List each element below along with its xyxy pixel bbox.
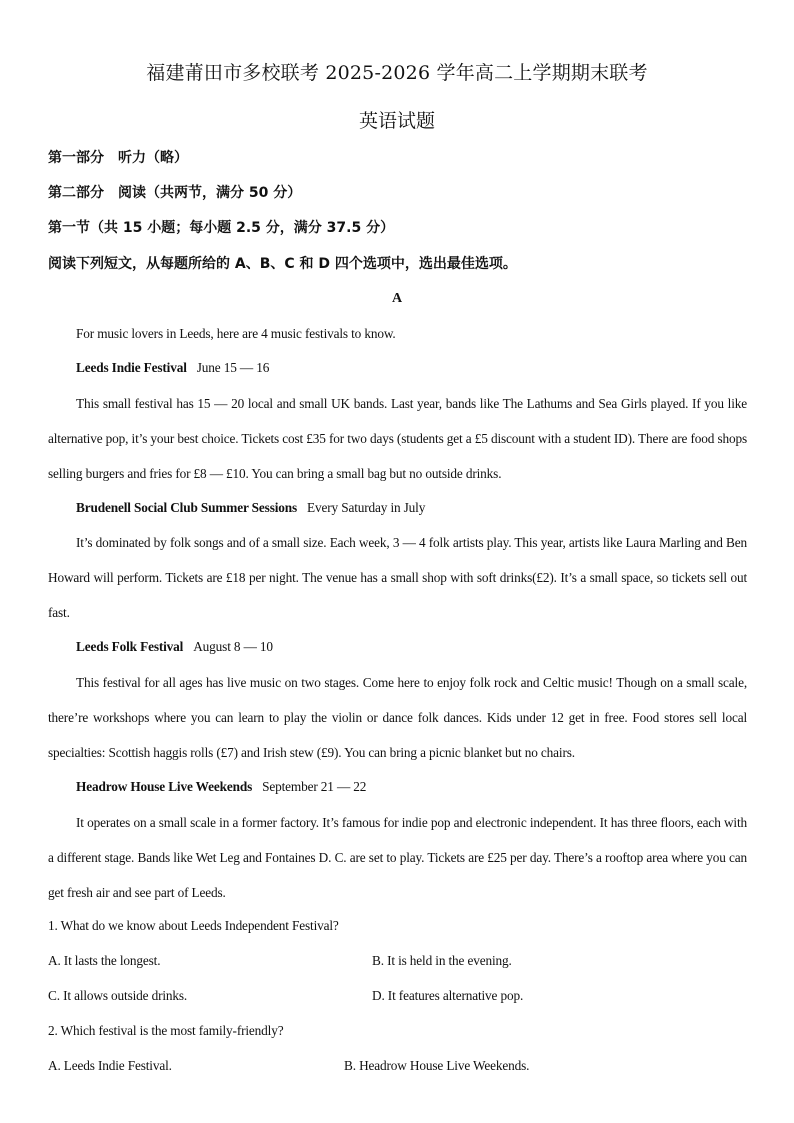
festival-date: August 8 — 10 (193, 639, 273, 654)
festival-description: This festival for all ages has live music on two stages. Come here to enjoy folk rock and Celtic music! Though on a small scale, there’re workshops where you can learn to play the violin or dance folk dances. Kids under 12 get in free. Food stores sell local specialties: Scottish haggis rolls (£7) and Irish stew (£9). You can bring a picnic blanket but no chairs. (48, 675, 747, 760)
festival-heading (76, 498, 425, 518)
question-stem: 1. What do we know about Leeds Independent Festival? (48, 918, 339, 933)
festival-date: June 15 — 16 (196, 360, 270, 375)
festival-heading (76, 358, 269, 378)
exam-title: 福建莆田市多校联考 2025-2026 学年高二上学期期末联考 (146, 62, 648, 84)
option-a[interactable]: A. Leeds Indie Festival. (48, 1058, 172, 1073)
exam-subtitle: 英语试题 (358, 110, 435, 132)
festival-name: Leeds Folk Festival (76, 639, 184, 654)
instruction-text: 阅读下列短文，从每题所给的 A、B、C 和 D 四个选项中，选出最佳选项。 (48, 256, 517, 272)
festival-name: Brudenell Social Club Summer Sessions (76, 500, 298, 515)
option-b[interactable]: B. Headrow House Live Weekends. (344, 1058, 530, 1073)
part1-heading: 第一部分 听力（略） (48, 150, 188, 166)
question-stem: 2. Which festival is the most family-friendly? (48, 1023, 284, 1038)
option-a[interactable]: A. It lasts the longest. (48, 953, 161, 968)
festival-heading (76, 637, 273, 657)
festival-description: It’s dominated by folk songs and of a small size. Each week, 3 — 4 folk artists play. This year, artists like Laura Marling and Ben Howard will perform. Tickets are £18 per night. The venue has a small shop with soft drinks(£2). It’s a small space, so tickets sell out fast. (48, 535, 747, 620)
festival-name: Leeds Indie Festival (76, 360, 187, 375)
option-c[interactable]: C. It allows outside drinks. (48, 988, 188, 1003)
festival-date: Every Saturday in July (307, 500, 426, 515)
passage-letter: A (391, 291, 403, 306)
section1-heading: 第一节（共 15 小题；每小题 2.5 分，满分 37.5 分） (48, 220, 395, 236)
festival-description: This small festival has 15 — 20 local and small UK bands. Last year, bands like The Lathums and Sea Girls played. If you like alternative pop, it’s your best choice. Tickets cost £35 for two days (students get a £5 discount with a student ID). There are food shops selling burgers and fries for £8 — £10. You can bring a small bag but no outside drinks. (48, 396, 747, 481)
option-d[interactable]: D. It features alternative pop. (372, 988, 524, 1003)
passage-intro: For music lovers in Leeds, here are 4 music festivals to know. (76, 326, 396, 341)
part2-heading: 第二部分 阅读（共两节，满分 50 分） (48, 185, 302, 201)
festival-name: Headrow House Live Weekends (76, 779, 253, 794)
option-b[interactable]: B. It is held in the evening. (372, 953, 512, 968)
festival-description: It operates on a small scale in a former factory. It’s famous for indie pop and electronic independent. It has three floors, each with a different stage. Bands like Wet Leg and Fontaines D. C. are set to play. Tickets are £25 per day. There’s a rooftop area where you can get fresh air and see part of Leeds. (48, 815, 747, 900)
festival-heading (76, 777, 366, 797)
festival-date: September 21 — 22 (262, 779, 367, 794)
